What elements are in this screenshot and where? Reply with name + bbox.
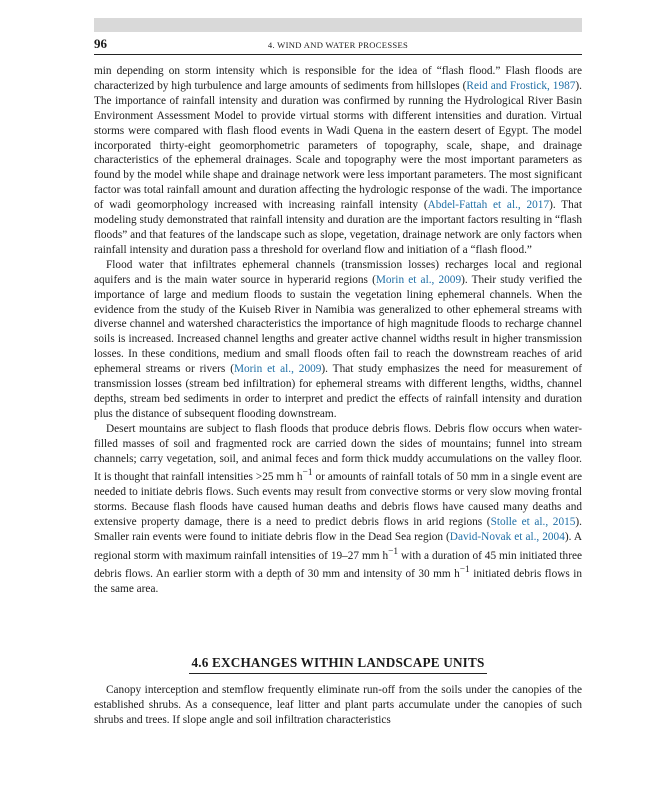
section-heading (94, 654, 582, 672)
section-heading-text: 4.6 EXCHANGES WITHIN LANDSCAPE UNITS (189, 655, 486, 674)
citation-link[interactable]: Morin et al., 2009 (375, 273, 462, 286)
citation-link[interactable]: Stolle et al., 2015 (490, 515, 576, 528)
paragraph-1: min depending on storm intensity which is responsible for the idea of “flash flood.” Flash floods are characterized by high turbulence and large amounts of sediments from hillslopes (Reid and Frostick, 1987). The importance of rainfall intensity and duration was confirmed by running the Hydrological River Basin Environment Assessment Model to provide virtual storms with different intensities and duration. Virtual storms were compared with flash flood events in Wadi Quena in the eastern desert of Egypt. The model incorporated thirty-eight geomorphometric parameters of topography, scale, shape, and drainage characteristics of the ephemeral drainages. Scale and topography were the most important parameters as found by the model while shape and drainage network were less important parameters. The most significant factor was total rainfall amount and duration affecting the hydrologic response of the wadi. The importance of wadi geomorphology increased with increasing rainfall intensity (Abdel-Fattah et al., 2017). That modeling study demonstrated that rainfall intensity and duration are the important factors resulting in “flash floods” and that features of the landscape such as slope, vegetation, drainage network are only factors when rainfall intensity and duration pass a threshold for overland flow and initiation of a “flash flood.” (94, 65, 582, 256)
page-number: 96 (94, 36, 107, 51)
section-body (94, 683, 582, 728)
page-header (94, 36, 582, 52)
citation-link[interactable]: Abdel-Fattah et al., 2017 (427, 199, 550, 212)
paragraph-2: Flood water that infiltrates ephemeral channels (transmission losses) recharges local and regional aquifers and is the main water source in hyperarid regions (Morin et al., 2009). Their study verified the importance of large and medium floods to sustain the vegetation lining ephemeral channels. When the evidence from the study of the Kuiseb River in Namibia was generalized to other ephemeral streams with diverse channel and watershed characteristics the importance of high magnitude floods to recharge channel soils is increased. Increased channel lengths and greater active channel widths result in higher transmission losses. In these conditions, medium and small floods often fail to reach the downstream reaches of arid ephemeral streams or rivers (Morin et al., 2009). That study emphasizes the need for measurement of transmission losses (stream bed infiltration) for ephemeral streams with different lengths, widths, channel depths, stream bed sediments in order to interpret and predict the effects of rainfall intensity and duration plus the distance of subsequent flooding downstream. (94, 258, 583, 420)
citation-link[interactable]: Morin et al., 2009 (233, 363, 322, 376)
paragraph-3: Desert mountains are subject to flash floods that produce debris flows. Debris flow occurs when water-filled masses of soil and fragmented rock are carried down the sides of mountains; funnel into stream channels; carry vegetation, soil, and animal feces and form thick muddy accumulations on the valley floor. It is thought that rainfall intensities >25 mm $h^{-1}$ or amounts of rainfall totals of 50 mm in a single event are needed to initiate debris flows. Such events may result from convective storms or very slow moving frontal storms. Because flash floods have caused human deaths and debris flows have caused many deaths and extensive property damage, there is a need to predict debris flows in arid regions (Stolle et al., 2015). Smaller rain events were found to initiate debris flow in the Dead Sea region (David-Novak et al., 2004). A regional storm with maximum rainfall intensities of 19–27 mm $h^{-1}$ with a duration of 45 min initiated three debris flows. An earlier storm with a depth of 30 mm and intensity of 30 mm $h^{-1}$ initiated debris flows in the same area. (94, 422, 582, 596)
citation-link[interactable]: Reid and Frostick, 1987 (466, 79, 576, 92)
superscript: −1 (388, 546, 399, 557)
body-text (94, 64, 582, 597)
header-rule (94, 54, 582, 55)
running-head: 4. WIND AND WATER PROCESSES (267, 40, 409, 50)
section-paragraph: Canopy interception and stemflow frequently eliminate run-off from the soils under the canopies of the established shrubs. As a consequence, leaf litter and plant parts accumulate under the canopies of such shrubs and trees. If slope angle and soil infiltration characteristics (94, 684, 582, 726)
superscript: −1 (459, 565, 470, 576)
superscript: −1 (302, 468, 313, 479)
citation-link[interactable]: David-Novak et al., 2004 (449, 530, 565, 543)
top-bar (94, 18, 582, 32)
